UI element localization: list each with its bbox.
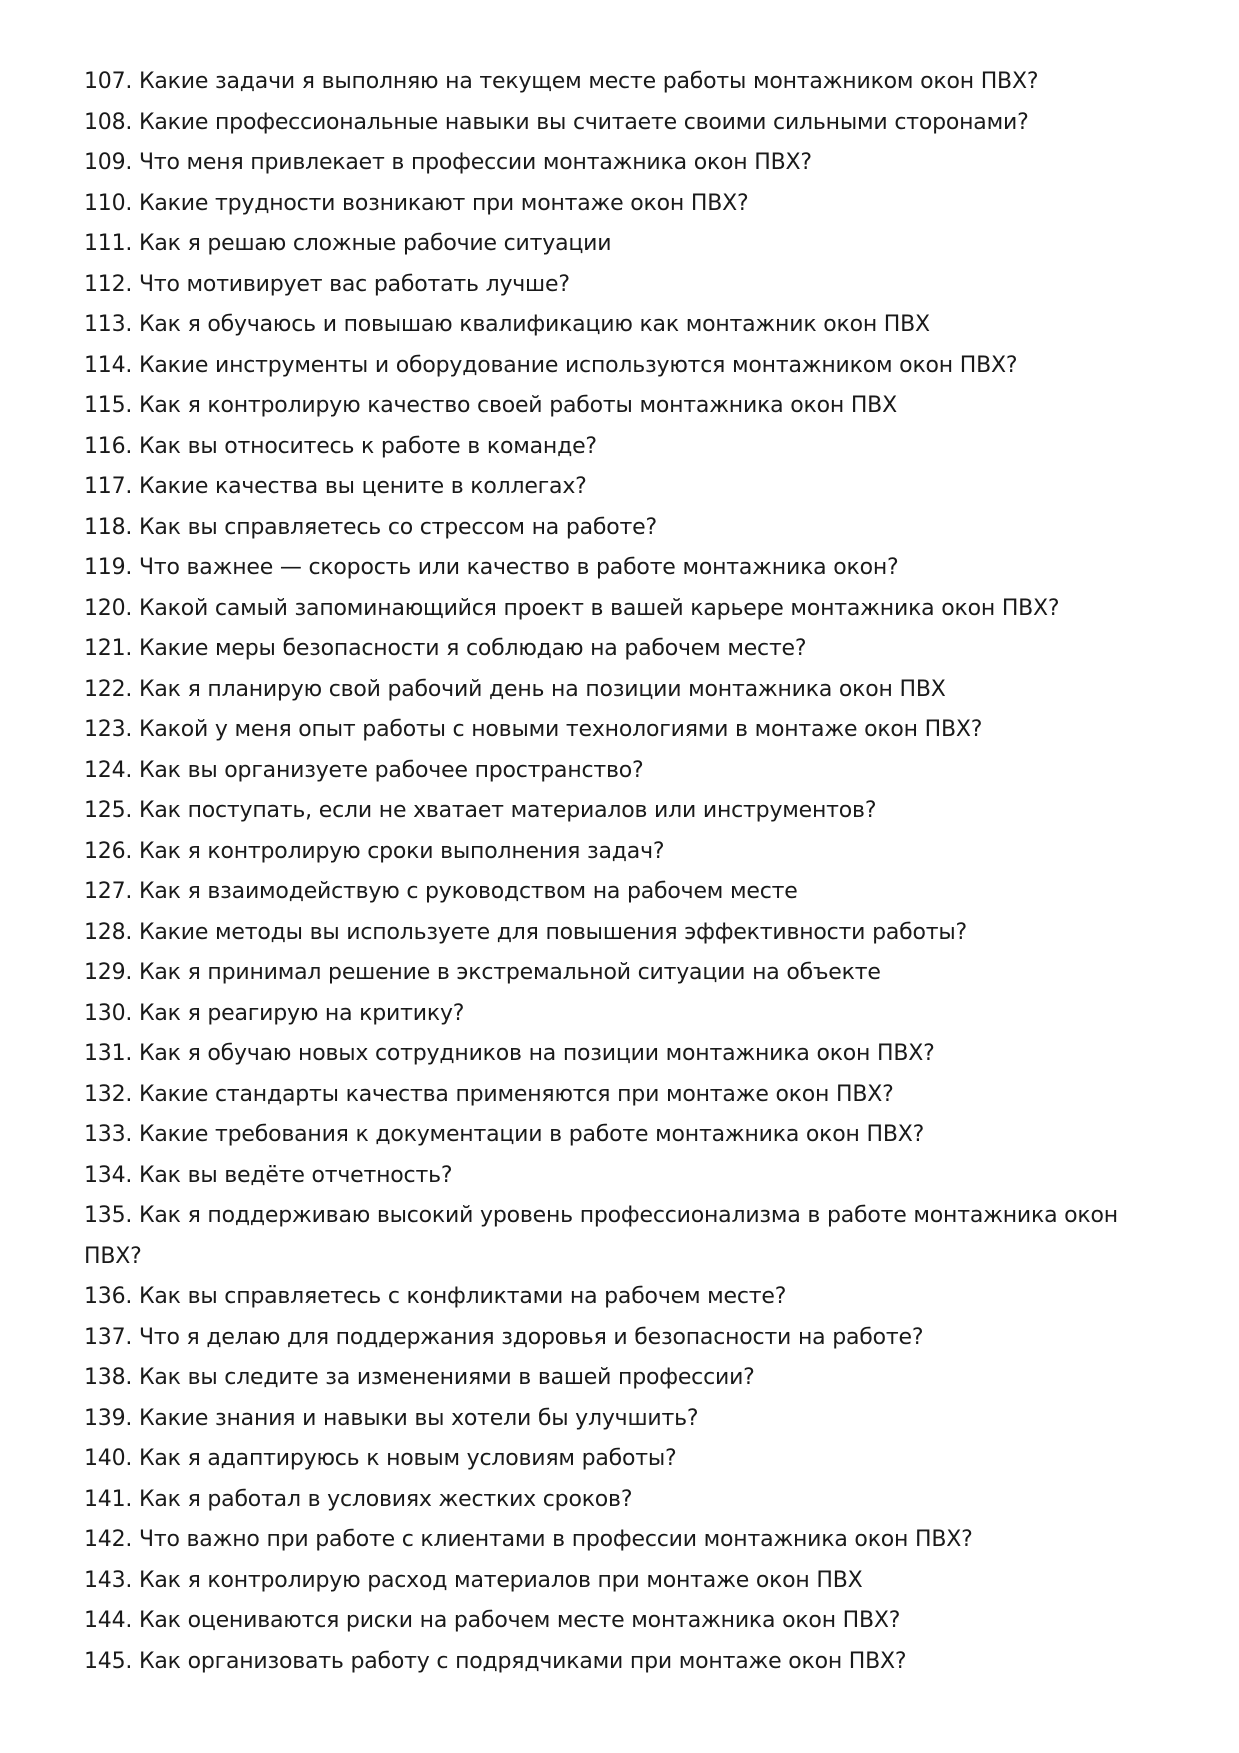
document-page (84, 62, 1164, 1682)
question-text: Какие задачи я выполняю на текущем месте работы монтажником окон ПВХ? (138, 69, 1039, 94)
question-number: 117. (84, 474, 133, 499)
question-number: 135. (84, 1203, 133, 1228)
question-text: Как я решаю сложные рабочие ситуации (138, 231, 612, 256)
question-text: Как я планирую свой рабочий день на позиции монтажника окон ПВХ (138, 676, 946, 702)
question-number: 138. (84, 1365, 133, 1390)
question-item (84, 953, 1164, 994)
question-text: Как вы справляетесь со стрессом на работе? (138, 514, 657, 540)
question-number: 112. (84, 271, 133, 297)
question-item (84, 872, 1164, 913)
question-item (84, 710, 1164, 751)
question-text: Как я адаптируюсь к новым условиям работы? (138, 1446, 677, 1471)
question-number: 139. (84, 1405, 133, 1431)
question-list (84, 62, 1164, 1682)
question-item (84, 427, 1164, 468)
question-item (84, 143, 1164, 184)
question-item (84, 1642, 1164, 1683)
question-number: 116. (84, 433, 133, 459)
question-item (84, 1601, 1164, 1642)
question-item (84, 184, 1164, 225)
question-number: 111. (84, 231, 133, 256)
question-item (84, 1561, 1164, 1602)
question-text: Что важно при работе с клиентами в профессии монтажника окон ПВХ? (138, 1527, 973, 1552)
question-text: Как вы относитесь к работе в команде? (138, 433, 597, 459)
question-number: 109. (84, 150, 133, 175)
question-item (84, 1480, 1164, 1521)
question-number: 143. (84, 1567, 133, 1593)
question-number: 123. (84, 717, 133, 742)
question-item (84, 1196, 1164, 1277)
question-text: Какой у меня опыт работы с новыми технологиями в монтаже окон ПВХ? (138, 717, 983, 742)
question-item (84, 467, 1164, 508)
question-number: 130. (84, 1000, 133, 1026)
question-text: Что мотивирует вас работать лучше? (138, 271, 570, 297)
question-item (84, 386, 1164, 427)
question-number: 126. (84, 838, 133, 864)
question-text: Какие инструменты и оборудование используются монтажником окон ПВХ? (138, 352, 1018, 378)
question-text: Какой самый запоминающийся проект в вашей карьере монтажника окон ПВХ? (138, 595, 1060, 621)
question-item (84, 265, 1164, 306)
question-item (84, 670, 1164, 711)
question-item (84, 103, 1164, 144)
question-number: 128. (84, 919, 133, 945)
question-number: 110. (84, 190, 133, 216)
question-text: Как я взаимодействую с руководством на рабочем месте (138, 879, 798, 904)
question-number: 144. (84, 1608, 133, 1633)
question-number: 107. (84, 69, 133, 94)
question-number: 120. (84, 595, 133, 621)
question-item (84, 751, 1164, 792)
question-text: Что я делаю для поддержания здоровья и безопасности на работе? (138, 1324, 924, 1350)
question-number: 127. (84, 879, 133, 904)
question-number: 134. (84, 1162, 133, 1188)
question-text: Какие методы вы используете для повышения эффективности работы? (138, 919, 968, 945)
question-number: 136. (84, 1284, 133, 1309)
question-text: Какие меры безопасности я соблюдаю на рабочем месте? (138, 636, 807, 661)
question-text: Какие знания и навыки вы хотели бы улучшить? (138, 1405, 699, 1431)
question-number: 118. (84, 514, 133, 540)
question-number: 119. (84, 555, 133, 580)
question-text: Как я поддерживаю высокий уровень профессионализма в работе монтажника окон ПВХ? (84, 1203, 1118, 1269)
question-number: 108. (84, 109, 133, 135)
question-text: Как я принимал решение в экстремальной ситуации на объекте (138, 960, 881, 985)
question-text: Как вы организуете рабочее пространство? (138, 757, 644, 783)
question-number: 140. (84, 1446, 133, 1471)
question-item (84, 508, 1164, 549)
question-item (84, 548, 1164, 589)
question-number: 115. (84, 393, 133, 418)
question-number: 124. (84, 757, 133, 783)
question-item (84, 791, 1164, 832)
question-item (84, 913, 1164, 954)
question-text: Как я контролирую сроки выполнения задач? (138, 838, 665, 864)
question-text: Что меня привлекает в профессии монтажника окон ПВХ? (138, 150, 812, 175)
question-number: 114. (84, 352, 133, 378)
question-item (84, 1520, 1164, 1561)
question-text: Как вы справляетесь с конфликтами на рабочем месте? (138, 1284, 787, 1309)
question-number: 137. (84, 1324, 133, 1350)
question-text: Какие качества вы цените в коллегах? (138, 474, 587, 499)
question-number: 122. (84, 676, 133, 702)
question-number: 142. (84, 1527, 133, 1552)
question-item (84, 1115, 1164, 1156)
question-item (84, 224, 1164, 265)
question-number: 132. (84, 1081, 133, 1107)
question-item (84, 832, 1164, 873)
question-number: 125. (84, 798, 133, 823)
question-text: Как я обучаю новых сотрудников на позиции монтажника окон ПВХ? (138, 1041, 935, 1066)
question-text: Как организовать работу с подрядчиками при монтаже окон ПВХ? (138, 1648, 907, 1674)
question-text: Какие требования к документации в работе монтажника окон ПВХ? (138, 1122, 925, 1147)
question-text: Как я контролирую качество своей работы монтажника окон ПВХ (138, 393, 897, 418)
question-text: Как я реагирую на критику? (138, 1000, 465, 1026)
question-text: Какие трудности возникают при монтаже окон ПВХ? (138, 190, 749, 216)
question-text: Как вы следите за изменениями в вашей профессии? (138, 1365, 755, 1390)
question-number: 113. (84, 312, 133, 337)
question-item (84, 629, 1164, 670)
question-item (84, 1439, 1164, 1480)
question-text: Как я обучаюсь и повышаю квалификацию как монтажник окон ПВХ (138, 312, 930, 337)
question-text: Что важнее — скорость или качество в работе монтажника окон? (138, 555, 899, 580)
question-item (84, 1034, 1164, 1075)
question-item (84, 1358, 1164, 1399)
question-number: 129. (84, 960, 133, 985)
question-text: Как я контролирую расход материалов при монтаже окон ПВХ (138, 1567, 863, 1593)
question-item (84, 346, 1164, 387)
question-item (84, 994, 1164, 1035)
question-text: Как оцениваются риски на рабочем месте монтажника окон ПВХ? (138, 1608, 901, 1633)
question-item (84, 62, 1164, 103)
question-number: 145. (84, 1648, 133, 1674)
question-text: Как поступать, если не хватает материалов или инструментов? (138, 798, 877, 823)
question-text: Какие стандарты качества применяются при монтаже окон ПВХ? (138, 1081, 894, 1107)
question-item (84, 589, 1164, 630)
question-text: Как я работал в условиях жестких сроков? (138, 1486, 633, 1512)
question-text: Какие профессиональные навыки вы считаете своими сильными сторонами? (138, 109, 1029, 135)
question-item (84, 1075, 1164, 1116)
question-item (84, 305, 1164, 346)
question-item (84, 1156, 1164, 1197)
question-number: 133. (84, 1122, 133, 1147)
question-item (84, 1277, 1164, 1318)
question-item (84, 1318, 1164, 1359)
question-number: 141. (84, 1486, 133, 1512)
question-item (84, 1399, 1164, 1440)
question-text: Как вы ведёте отчетность? (138, 1162, 453, 1188)
question-number: 121. (84, 636, 133, 661)
question-number: 131. (84, 1041, 133, 1066)
